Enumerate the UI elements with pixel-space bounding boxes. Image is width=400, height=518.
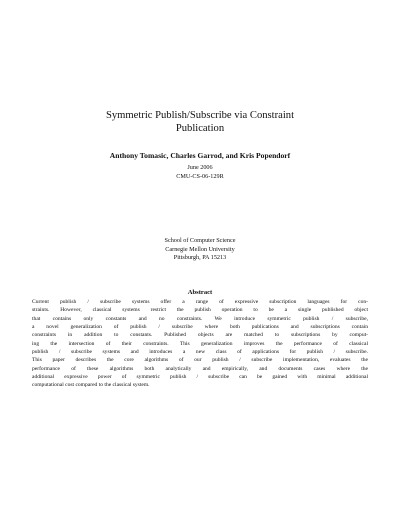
abstract-line: that contains only constants and no constraints. We introduce symmetric publish / subscribe, <box>32 315 368 322</box>
publication-date: June 2006 <box>187 164 213 171</box>
title-line-1: Symmetric Publish/Subscribe via Constraint <box>105 110 295 121</box>
title-line-2: Publication <box>175 123 225 134</box>
abstract-line: This paper describes the core algorithms of our publish / subscribe implementation, evaluates the <box>32 357 368 364</box>
abstract-line: straints. However, classical systems restrict the publish operation to be a single published object <box>32 307 368 314</box>
abstract-heading: Abstract <box>187 289 213 296</box>
abstract-line: constraints in addition to constants. Published objects are matched to subscriptions by comput- <box>32 332 368 339</box>
report-number: CMU-CS-06-129R <box>176 173 224 180</box>
abstract-line: performance of these algorithms both analytically and empirically, and documents cases where the <box>32 365 368 372</box>
abstract-line: a novel generalization of publish / subscribe where both publications and subscriptions contain <box>32 324 368 331</box>
affiliation-city: Pittsburgh, PA 15213 <box>173 254 227 261</box>
abstract-line: ing the intersection of their constraints. This generalization improves the performance of classical <box>32 340 368 347</box>
affiliation-university: Carnegie Mellon University <box>165 245 235 253</box>
affiliation-department: School of Computer Science <box>164 237 236 244</box>
abstract-line: publish / subscribe systems and introduces a new class of applications for publish / subscribe. <box>32 349 368 356</box>
abstract-line: Current publish / subscribe systems offer a range of expressive subscription languages for con- <box>32 299 368 305</box>
author-list: Anthony Tomasic, Charles Garrod, and Kris Popendorf <box>109 151 291 160</box>
abstract-line: additional expressive power of symmetric publish / subscribe can be gained with minimal additional <box>32 374 368 381</box>
abstract-line: computational cost compared to the classical system. <box>32 382 150 389</box>
paper-title <box>60 109 340 135</box>
abstract-body <box>32 298 368 390</box>
